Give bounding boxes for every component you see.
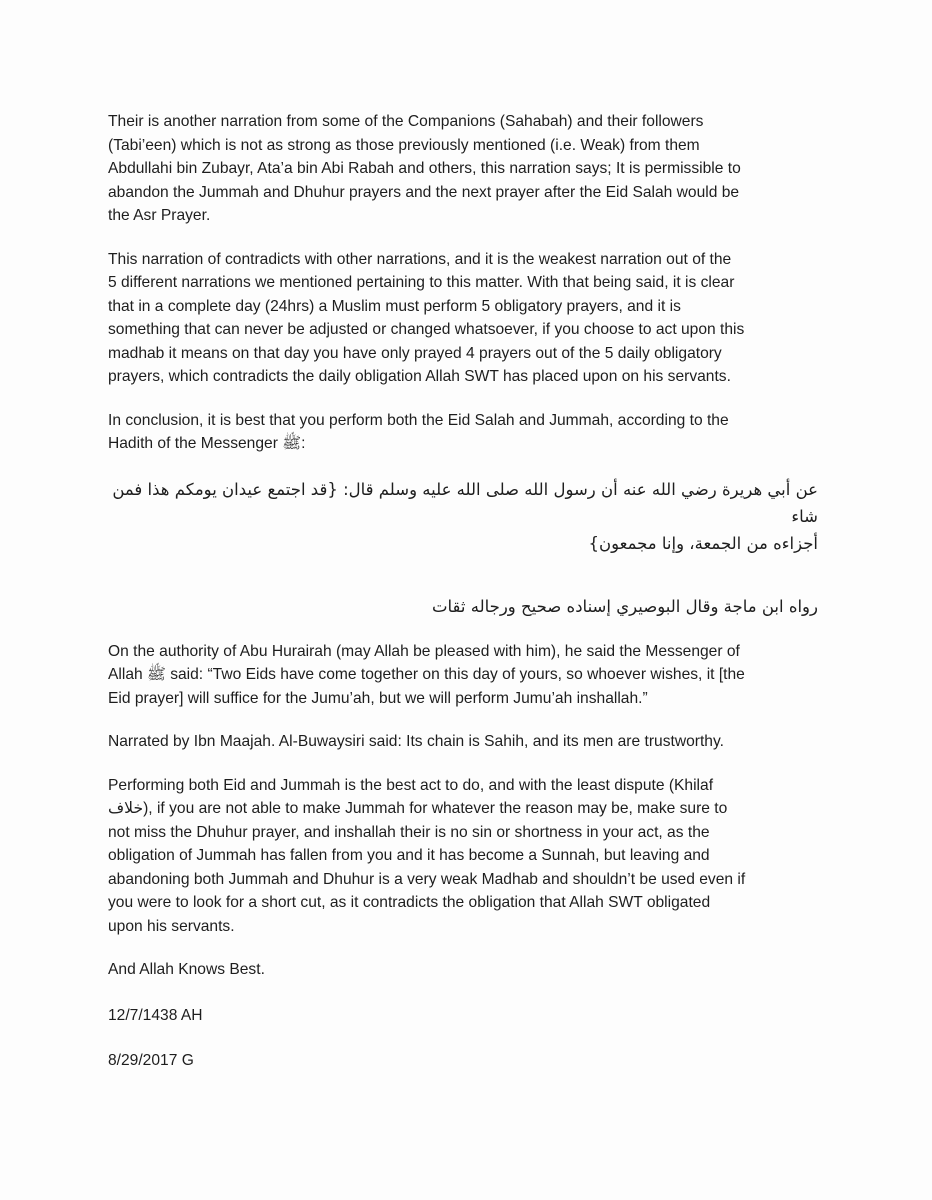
document-body	[108, 110, 818, 1095]
paragraph-contradiction: This narration of contradicts with other narrations, and it is the weakest narration out of the 5 different narrations we mentioned pertaining to this matter. With that being said, it is clear that in a complete day (24hrs) a Muslim must perform 5 obligatory prayers, and it is something that can never be adjusted or changed whatsoever, if you choose to act upon this madhab it means on that day you have only prayed 4 prayers out of the 5 daily obligatory prayers, which contradicts the daily obligation Allah SWT has placed upon on his servants.	[108, 250, 745, 385]
date-gregorian: 8/29/2017 G	[108, 1052, 194, 1069]
arabic-hadith-text: عن أبي هريرة رضي الله عنه أن رسول الله صلى الله عليه وسلم قال: {قد اجتمع عيدان يومكم هذا فمن شاء أجزاءه من الجمعة، وإنا مجمعون}	[112, 479, 818, 553]
paragraph-recommendation: Performing both Eid and Jummah is the best act to do, and with the least dispute (Khilaf خلاف), if you are not able to make Jummah for whatever the reason may be, make sure to not miss the Dhuhur prayer, and inshallah their is no sin or shortness in your act, as the obligation of Jummah has fallen from you and it has become a Sunnah, but leaving and abandoning both Jummah and Dhuhur is a very weak Madhab and shouldn’t be used even if you were to look for a short cut, as it contradicts the obligation that Allah SWT obligated upon his servants.	[108, 776, 746, 935]
paragraph-weak-narration: Their is another narration from some of the Companions (Sahabah) and their followers (Tabi’een) which is not as strong as those previously mentioned (i.e. Weak) from them Abdullahi bin Zubayr, Ata’a bin Abi Rabah and others, this narration says; It is permissible to abandon the Jummah and Dhuhur prayers and the next prayer after the Eid Salah would be the Asr Prayer.	[108, 113, 741, 224]
closing-statement: And Allah Knows Best.	[108, 961, 265, 978]
arabic-hadith-source: رواه ابن ماجة وقال البوصيري إسناده صحيح ورجاله ثقات	[431, 596, 818, 616]
date-hijri: 12/7/1438 AH	[108, 1006, 203, 1024]
paragraph-narration-source: Narrated by Ibn Maajah. Al-Buwaysiri said: Its chain is Sahih, and its men are trustworthy.	[108, 733, 724, 750]
paragraph-hadith-translation: On the authority of Abu Hurairah (may Allah be pleased with him), he said the Messenger of Allah ﷺ said: “Two Eids have come together on this day of yours, so whoever wishes, it [the Eid prayer] will suffice for the Jumu’ah, but we will perform Jumu’ah inshallah.”	[108, 642, 745, 707]
paragraph-conclusion: In conclusion, it is best that you perform both the Eid Salah and Jummah, according to the Hadith of the Messenger ﷺ:	[108, 411, 729, 452]
